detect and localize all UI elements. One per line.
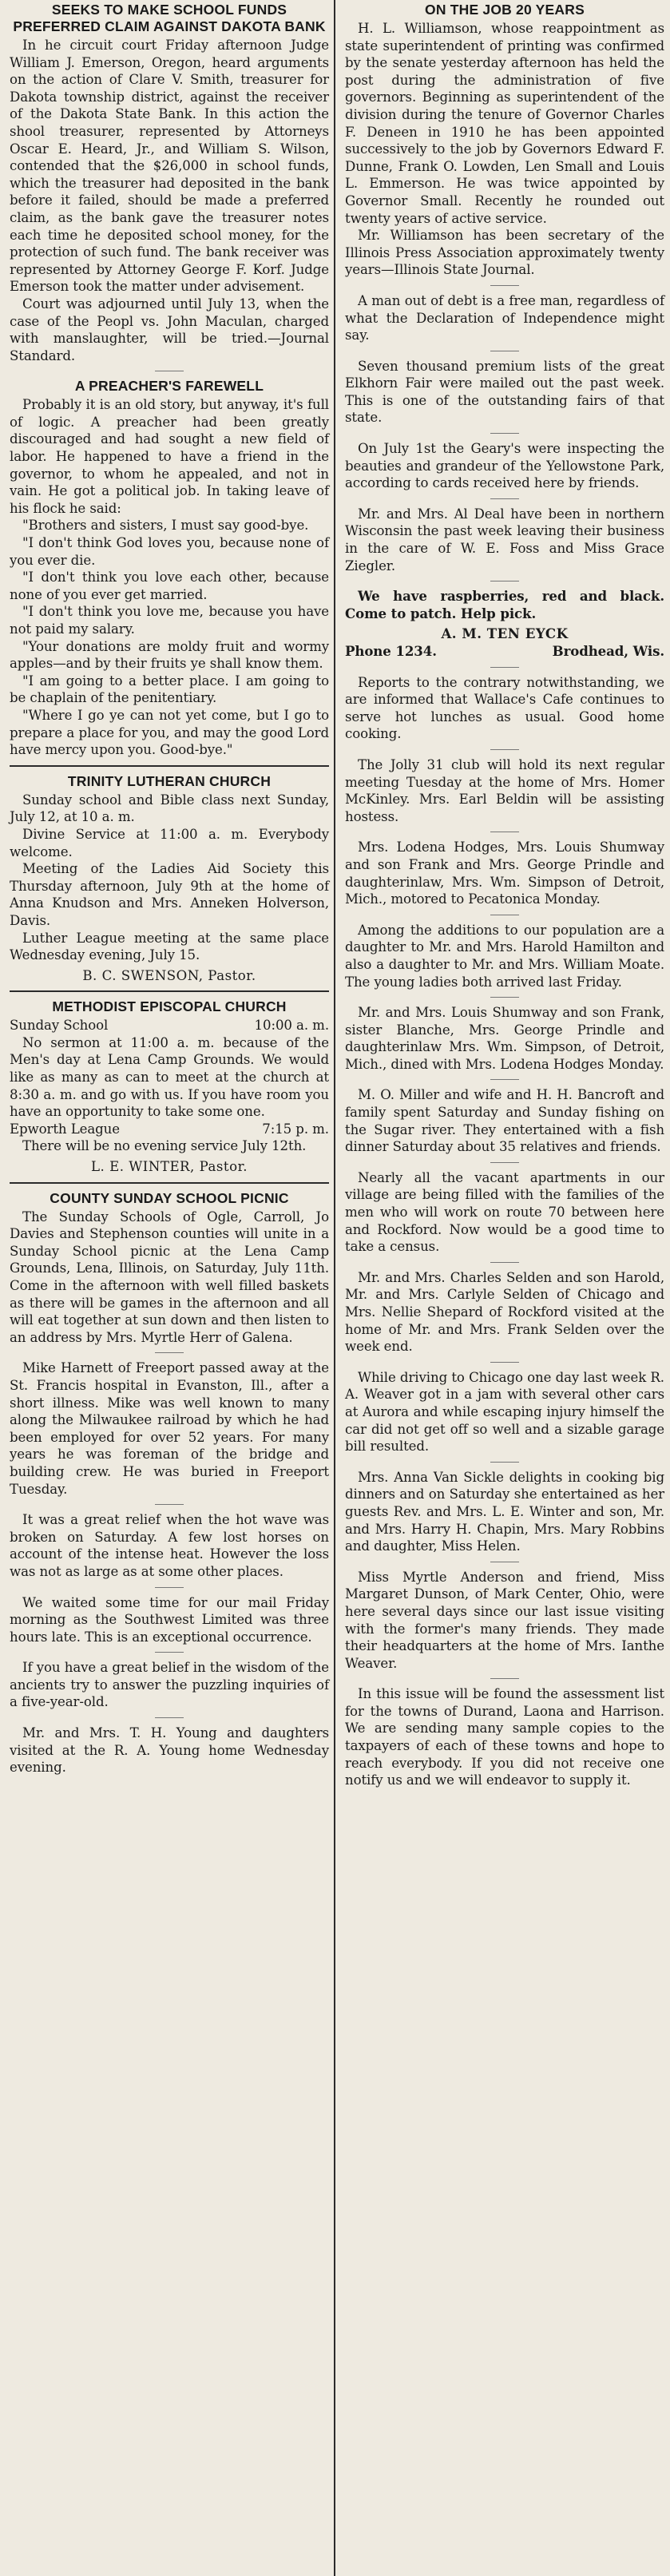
item-miller <box>345 1086 664 1155</box>
headline: METHODIST EPISCOPAL CHURCH <box>52 998 287 1015</box>
paragraph: Mrs. Anna Van Sickle delights in cooking big dinners and on Saturday she entertained as her guests Rev. and Mrs. L. E. Winter and son, Mr. and Mrs. Harry H. Chapin, Mrs. Mary Robbins and daughter, Miss Helen. <box>345 1469 664 1554</box>
divider <box>490 1462 519 1463</box>
paragraph: Miss Myrtle Anderson and friend, Miss Margaret Dunson, of Mark Center, Ohio, were here several days since our last issue visiting with the former's many friends. They made their headquarters at the home of Mrs. Ianthe Weaver. <box>345 1569 664 1671</box>
paragraph: Mr. and Mrs. Louis Shumway and son Frank, sister Blanche, Mrs. George Prindle and daughterinlaw Mrs. Wm. Simpson, of Detroit, Mich., dined with Mrs. Lodena Hodges Monday. <box>345 1005 664 1072</box>
paragraph: Luther League meeting at the same place Wednesday evening, July 15. <box>10 930 329 963</box>
paragraph: Mr. and Mrs. T. H. Young and daughters visited at the R. A. Young home Wednesday evening. <box>10 1725 329 1776</box>
divider <box>490 997 519 998</box>
paragraph: No sermon at 11:00 a. m. because of the Men's day at Lena Camp Grounds. We would like as many as can to meet at the church at 8:30 a. m. and go with us. If you have room you have an opportunity to take some one. <box>10 1034 329 1120</box>
divider <box>490 498 519 499</box>
divider <box>155 1717 184 1718</box>
item-geary <box>345 440 664 492</box>
paragraph: M. O. Miller and wife and H. H. Bancroft and family spent Saturday and Sunday fishing on the Sugar river. They entertained with a fish dinner Saturday about 35 relatives and friends. <box>345 1087 664 1155</box>
paragraph: Mr. and Mrs. Al Deal have been in northern Wisconsin the past week leaving their business in the care of W. E. Foss and Miss Grace Ziegler. <box>345 506 664 574</box>
divider <box>490 1262 519 1263</box>
paragraph: The Sunday Schools of Ogle, Carroll, Jo Davies and Stephenson counties will unite in a Sunday School picnic at the Lena Camp Grounds, Lena, Illinois, on Saturday, July 11th. Come in the afternoon with well filled baskets as there will be games in the afternoon and all will eat together at sun down and then listen to an address by Mrs. Myrtle Herr of Galena. <box>10 1209 329 1345</box>
item-shumway <box>345 1004 664 1073</box>
paragraph: Seven thousand premium lists of the great Elkhorn Fair were mailed out the past week. This is one of the outstanding fairs of that state. <box>345 358 664 426</box>
signature: L. E. WINTER, Pastor. <box>91 1159 248 1175</box>
paragraph: "I am going to a better place. I am going to be chaplain of the penitentiary. <box>10 673 329 706</box>
item-hodges <box>345 839 664 907</box>
signature: B. C. SWENSON, Pastor. <box>82 967 256 983</box>
column-separator <box>334 0 335 2576</box>
schedule-time: 10:00 a. m. <box>254 1018 329 1034</box>
column-rule <box>10 1182 329 1184</box>
paragraph: "I don't think God loves you, because none of you ever die. <box>10 535 329 568</box>
item-anderson <box>345 1569 664 1673</box>
article-trinity-lutheran <box>10 773 329 985</box>
divider <box>490 667 519 668</box>
paragraph: Mike Harnett of Freeport passed away at the St. Francis hospital in Evanston, Ill., after a short illness. Mike was well known to many along the Milwaukee railroad by which he had been employed for over 52 years. For many years he was foreman of the bridge and building crew. He was buried in Freeport Tuesday. <box>10 1360 329 1497</box>
item-debt <box>345 292 664 344</box>
paragraph: Sunday school and Bible class next Sunday, July 12, at 10 a. m. <box>10 792 329 825</box>
paragraph: On July 1st the Geary's were inspecting the beauties and grandeur of the Yellowstone Park, according to cards received here by friends. <box>345 441 664 491</box>
paragraph: Court was adjourned until July 13, when the case of the Peopl vs. John Maculan, charged with manslaughter, will be tried.—Journal Standard. <box>10 296 329 363</box>
divider <box>155 1352 184 1353</box>
paragraph: A man out of debt is a free man, regardless of what the Declaration of Independence might say. <box>345 292 664 343</box>
paragraph: "Your donations are moldy fruit and wormy apples—and by their fruits ye shall know them. <box>10 638 329 672</box>
paragraph: "Brothers and sisters, I must say good-bye. <box>22 518 309 534</box>
divider <box>490 1362 519 1363</box>
item-vansickle <box>345 1469 664 1555</box>
schedule-label: Epworth League <box>10 1121 120 1137</box>
paragraph: While driving to Chicago one day last week R. A. Weaver got in a jam with several other cars at Aurora and while escaping injury himself the car did not get off so well and a sizable garage bill resulted. <box>345 1369 664 1455</box>
column-rule <box>10 990 329 992</box>
item-ancients <box>10 1659 329 1711</box>
schedule-row <box>10 1017 329 1034</box>
divider <box>490 1079 519 1080</box>
item-apartments <box>345 1169 664 1256</box>
schedule-row <box>10 1121 329 1138</box>
paragraph: Mr. Williamson has been secretary of the Illinois Press Association approximately twenty years—Illinois State Journal. <box>345 228 664 278</box>
paragraph: H. L. Williamson, whose reappointment as state superintendent of printing was confirmed by the senate yesterday afternoon has held the post during the administration of five governors. Beginning as superintendent of the division during the tenure of Governor Charles F. Deneen in 1910 he has been appointed successively to the job by Governors Edward F. Dunne, Frank O. Lowden, Len Small and Louis L. Emmerson. He was twice appointed by Governor Small. Recently he rounded out twenty years of active service. <box>345 21 664 226</box>
paragraph: In he circuit court Friday afternoon Judge William J. Emerson, Oregon, heard arguments on the action of Clare V. Smith, treasurer for Dakota township district, against the receiver of the Dakota State Bank. In this action the shool treasurer, represented by Attorneys Oscar E. Heard, Jr., and William S. Wilson, contended that the $26,000 in school funds, which the treasurer had deposited in the bank before it failed, should be made a preferred claim, as the bank gave the treasurer notes each time he deposited school money, for the protection of such fund. The bank receiver was represented by Attorney George F. Korf. Judge Emerson took the matter under advisement. <box>10 38 329 295</box>
paragraph: If you have a great belief in the wisdom of the ancients try to answer the puzzling inquiries of a five-year-old. <box>10 1660 329 1710</box>
article-preachers-farewell <box>10 378 329 758</box>
ad-raspberries <box>345 588 664 660</box>
divider <box>490 749 519 750</box>
divider <box>155 1652 184 1653</box>
paragraph: "I don't think you love each other, because none of you ever get married. <box>10 570 329 602</box>
contact-row <box>345 643 664 661</box>
paragraph: Meeting of the Ladies Aid Society this Thursday afternoon, July 9th at the home of Anna Knudson and Mrs. Anneken Holverson, Davis. <box>10 861 329 928</box>
item-population <box>345 922 664 990</box>
divider <box>490 433 519 434</box>
divider <box>490 1162 519 1163</box>
paragraph: It was a great relief when the hot wave was broken on Saturday. A few lost horses on account of the intense heat. However the loss was not as large as at some other places. <box>10 1512 329 1579</box>
divider <box>155 1587 184 1588</box>
divider <box>155 1504 184 1505</box>
headline: TRINITY LUTHERAN CHURCH <box>67 772 272 789</box>
schedule-label: Sunday School <box>10 1018 109 1034</box>
paragraph: "Where I go ye can not yet come, but I go to prepare a place for you, and may the good Lord have mercy upon you. Good-bye." <box>10 707 329 758</box>
right-column <box>345 0 664 2576</box>
paragraph: Mrs. Lodena Hodges, Mrs. Louis Shumway and son Frank and Mrs. George Prindle and daughterinlaw, Mrs. Wm. Simpson of Detroit, Mich., motored to Pecatonica Monday. <box>345 839 664 907</box>
article-school-funds <box>10 2 329 364</box>
paragraph: Divine Service at 11:00 a. m. Everybody welcome. <box>10 826 329 859</box>
divider <box>490 1678 519 1679</box>
town: Brodhead, Wis. <box>552 643 664 659</box>
headline: SEEKS TO MAKE SCHOOL FUNDS PREFERRED CLAIM AGAINST DAKOTA BANK <box>13 2 326 34</box>
item-weaver <box>345 1369 664 1455</box>
paragraph: We waited some time for our mail Friday morning as the Southwest Limited was three hours late. This is an exceptional occurrence. <box>10 1594 329 1645</box>
paragraph: Mr. and Mrs. Charles Selden and son Harold, Mr. and Mrs. Carlyle Selden of Chicago and Mrs. Nellie Shepard of Rockford visited at the home of Mr. and Mrs. Frank Selden over the week end. <box>345 1269 664 1355</box>
paragraph: The Jolly 31 club will hold its next regular meeting Tuesday at the home of Mrs. Homer McKinley. Mrs. Earl Beldin will be assisting hostess. <box>345 756 664 824</box>
item-young <box>10 1725 329 1776</box>
left-column <box>10 0 329 2576</box>
headline: ON THE JOB 20 YEARS <box>425 2 585 18</box>
divider <box>490 285 519 286</box>
paragraph: Among the additions to our population are a daughter to Mr. and Mrs. Harold Hamilton and also a daughter to Mr. and Mrs. William Moate. The young ladies both arrived last Friday. <box>345 922 664 990</box>
item-cafe <box>345 674 664 743</box>
paragraph: "I don't think you love me, because you have not paid my salary. <box>10 604 329 637</box>
item-elkhorn <box>345 358 664 427</box>
article-county-picnic <box>10 1190 329 1347</box>
article-on-the-job <box>345 2 664 279</box>
item-club <box>345 756 664 825</box>
schedule-time: 7:15 p. m. <box>262 1121 329 1137</box>
item-mail <box>10 1594 329 1646</box>
item-selden <box>345 1269 664 1355</box>
paragraph: Reports to the contrary notwithstanding, we are informed that Wallace's Cafe continues to serve hot lunches as usual. Good home cooking. <box>345 674 664 742</box>
paragraph: We have raspberries, red and black. Come to patch. Help pick. <box>345 588 664 621</box>
headline: A PREACHER'S FAREWELL <box>74 378 264 395</box>
article-methodist <box>10 998 329 1175</box>
paragraph: In this issue will be found the assessment list for the towns of Durand, Laona and Harrison. We are sending many sample copies to the taxpayers of each of these towns and hope to reach everybody. If you did not receive one notify us and we will endeavor to supply it. <box>345 1686 664 1788</box>
paragraph: Probably it is an old story, but anyway, it's full of logic. A preacher had been greatly discouraged and had sought a new field of labor. He happened to have a friend in the governor, to whom he appealed, and not in vain. He got a political job. In taking leave of his flock he said: <box>10 397 329 516</box>
column-rule <box>10 765 329 767</box>
item-heat <box>10 1511 329 1580</box>
paragraph: Nearly all the vacant apartments in our village are being filled with the families of the men who will work on route 70 between here and Rockford. Now would be a good time to take a census. <box>345 1169 664 1255</box>
item-deal <box>345 506 664 574</box>
item-harnett <box>10 1359 329 1498</box>
paragraph: There will be no evening service July 12th. <box>22 1138 307 1154</box>
headline: COUNTY SUNDAY SCHOOL PICNIC <box>50 1189 289 1206</box>
item-assessment <box>345 1685 664 1789</box>
advertiser-name: A. M. TEN EYCK <box>441 625 569 642</box>
phone: Phone 1234. <box>345 643 437 659</box>
